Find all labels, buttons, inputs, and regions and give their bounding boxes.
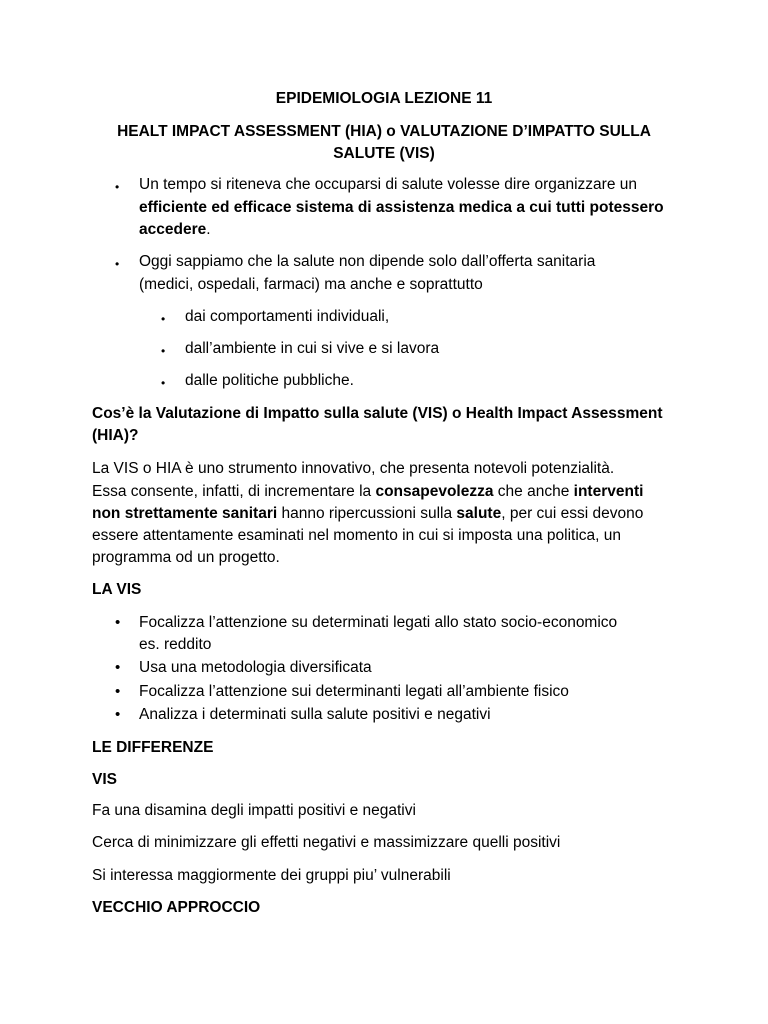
document-subtitle-line1: HEALT IMPACT ASSESSMENT (HIA) o VALUTAZIONE D’IMPATTO SULLA <box>117 123 651 140</box>
paragraph-line2: Essa consente, infatti, di incrementare la consapevolezza che anche interventi <box>92 483 644 500</box>
bullet-marker: • <box>161 312 166 326</box>
la-vis-heading: LA VIS <box>92 581 142 598</box>
paragraph-line5: programma od un progetto. <box>92 549 280 566</box>
vis-point1: Fa una disamina degli impatti positivi e negativi <box>92 802 416 819</box>
la-vis-item4: Analizza i determinati sulla salute positivi e negativi <box>139 706 491 723</box>
paragraph-line3: non strettamente sanitari hanno ripercussioni sulla salute, per cui essi devono <box>92 505 644 522</box>
intro-subbullet-2: dall’ambiente in cui si vive e si lavora <box>185 340 440 357</box>
bullet-marker: • <box>115 257 120 271</box>
la-vis-item1-line2: es. reddito <box>139 636 212 653</box>
intro-bullet1-line1: Un tempo si riteneva che occuparsi di salute volesse dire organizzare un <box>139 176 637 193</box>
vis-subheading: VIS <box>92 771 117 788</box>
bullet-marker: • <box>161 344 166 358</box>
vecchio-approccio-heading: VECCHIO APPROCCIO <box>92 899 261 916</box>
intro-bullet2-line1: Oggi sappiamo che la salute non dipende solo dall’offerta sanitaria <box>139 253 596 270</box>
document-subtitle-line2: SALUTE (VIS) <box>333 145 435 162</box>
differenze-heading: LE DIFFERENZE <box>92 739 214 756</box>
document-title: EPIDEMIOLOGIA LEZIONE 11 <box>275 90 493 107</box>
bullet-marker: • <box>115 659 121 676</box>
la-vis-item2: Usa una metodologia diversificata <box>139 659 372 676</box>
bullet-marker: • <box>115 706 121 723</box>
bullet-marker: • <box>115 614 121 631</box>
la-vis-item1-line1: Focalizza l’attenzione su determinati legati allo stato socio-economico <box>139 614 618 631</box>
intro-subbullet-1: dai comportamenti individuali, <box>185 308 390 325</box>
bullet-marker: • <box>115 180 120 194</box>
vis-point3: Si interessa maggiormente dei gruppi piu’ vulnerabili <box>92 867 451 884</box>
paragraph-line4: essere attentamente esaminati nel momento in cui si imposta una politica, un <box>92 527 622 544</box>
question-heading-line1: Cos’è la Valutazione di Impatto sulla salute (VIS) o Health Impact Assessment <box>92 405 663 422</box>
intro-subbullet-3: dalle politiche pubbliche. <box>185 372 354 389</box>
la-vis-item3: Focalizza l’attenzione sui determinanti legati all’ambiente fisico <box>139 683 569 700</box>
intro-bullet1-line2: efficiente ed efficace sistema di assistenza medica a cui tutti potessero <box>139 199 664 216</box>
paragraph-line1: La VIS o HIA è uno strumento innovativo, che presenta notevoli potenzialità. <box>92 460 615 477</box>
intro-bullet2-line2: (medici, ospedali, farmaci) ma anche e soprattutto <box>139 276 483 293</box>
vis-point2: Cerca di minimizzare gli effetti negativi e massimizzare quelli positivi <box>92 834 561 851</box>
question-heading-line2: (HIA)? <box>92 427 139 444</box>
bullet-marker: • <box>161 376 166 390</box>
intro-bullet1-line3: accedere. <box>139 221 211 238</box>
bullet-marker: • <box>115 683 121 700</box>
